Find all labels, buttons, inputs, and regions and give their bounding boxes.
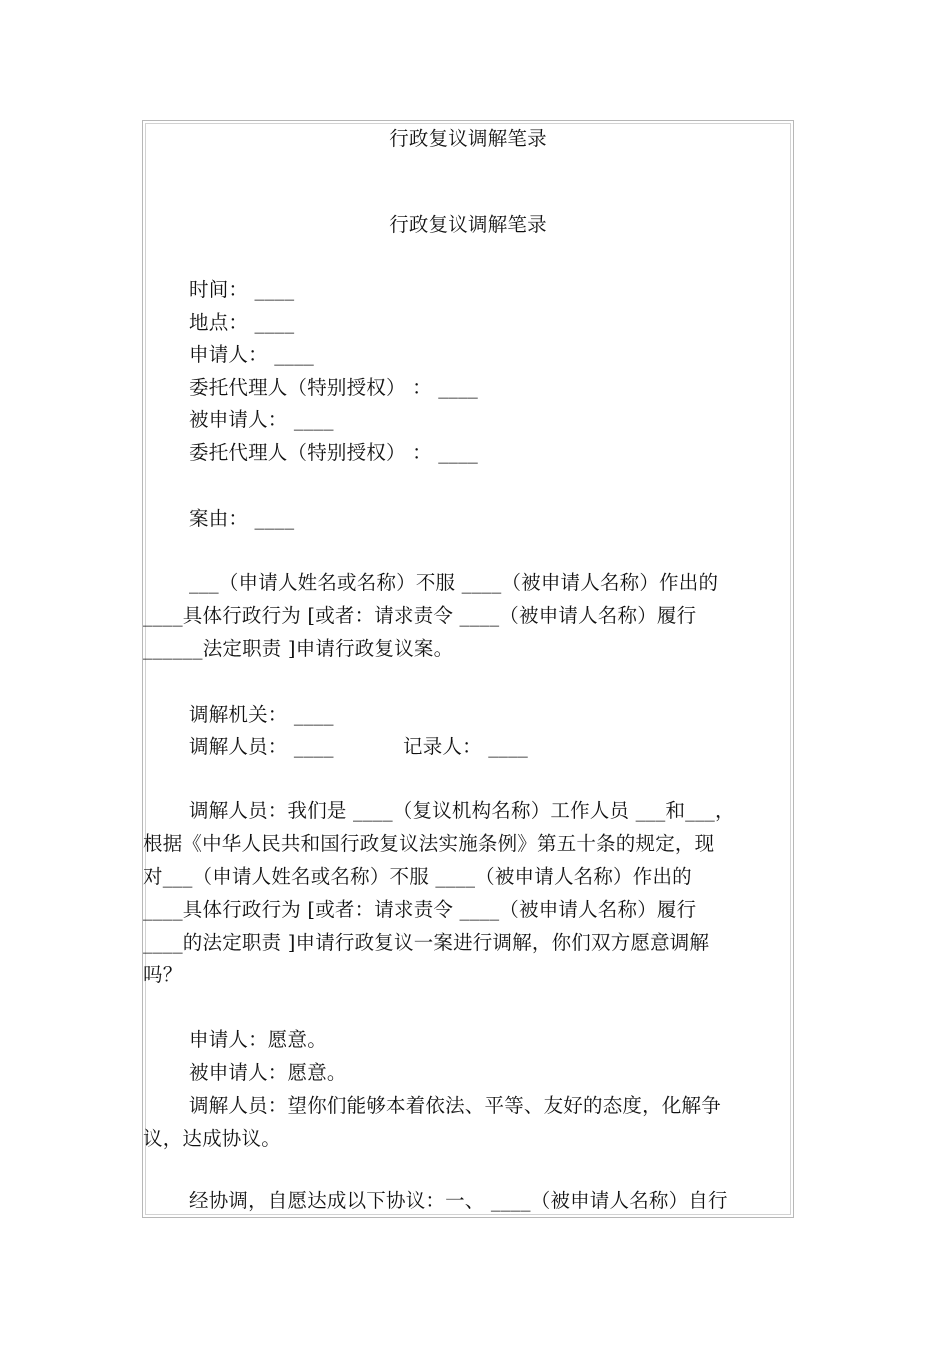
field-cause: 案由： ____	[189, 507, 295, 530]
field-recorder: 记录人： ____	[403, 735, 528, 758]
mediator-statement-line: 吗？	[143, 963, 183, 986]
field-place: 地点： ____	[189, 311, 295, 334]
case-description-line: ___（申请人姓名或名称）不服 ____（被申请人名称）作出的	[189, 571, 719, 594]
mediator-statement-line: 根据《中华人民共和国行政复议法实施条例》第五十条的规定，现	[143, 832, 715, 855]
mediator-statement-line: ____的法定职责 ]申请行政复议一案进行调解，你们双方愿意调解	[143, 931, 710, 954]
applicant-reply: 申请人：愿意。	[189, 1028, 327, 1051]
field-applicant-agent: 委托代理人（特别授权） ： ____	[189, 376, 478, 399]
document-page	[142, 120, 794, 1218]
field-mediator: 调解人员： ____	[189, 735, 334, 758]
agreement-line: 经协调，自愿达成以下协议：一、 ____（被申请人名称）自行	[189, 1189, 728, 1212]
field-time: 时间： ____	[189, 278, 295, 301]
case-description-line: ______法定职责 ]申请行政复议案。	[143, 637, 454, 660]
case-description-line: ____具体行政行为 [或者：请求责令 ____（被申请人名称）履行	[143, 604, 697, 627]
field-mediation-org: 调解机关： ____	[189, 703, 334, 726]
mediator-statement-line: 调解人员：我们是 ____（复议机构名称）工作人员 ___和___，	[189, 799, 735, 822]
field-applicant: 申请人： ____	[189, 343, 314, 366]
field-respondent-agent: 委托代理人（特别授权） ： ____	[189, 441, 478, 464]
mediator-hope-line: 调解人员：望你们能够本着依法、平等、友好的态度，化解争	[189, 1094, 721, 1117]
document-title: 行政复议调解笔录	[389, 213, 547, 236]
mediator-statement-line: ____具体行政行为 [或者：请求责令 ____（被申请人名称）履行	[143, 898, 697, 921]
mediator-statement-line: 对___（申请人姓名或名称）不服 ____（被申请人名称）作出的	[143, 865, 692, 888]
header-title: 行政复议调解笔录	[389, 127, 547, 150]
mediator-hope-line: 议，达成协议。	[143, 1127, 281, 1150]
field-respondent: 被申请人： ____	[189, 408, 334, 431]
respondent-reply: 被申请人：愿意。	[189, 1061, 347, 1084]
